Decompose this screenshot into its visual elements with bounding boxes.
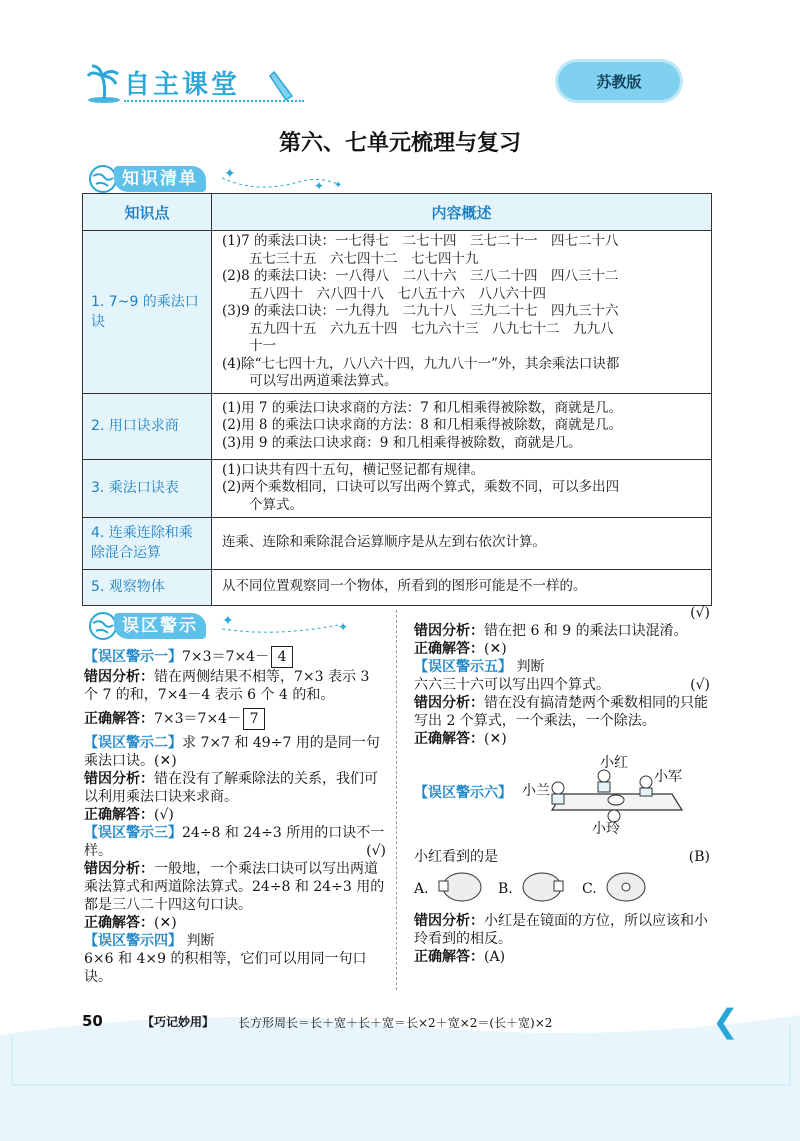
content-line: 个算式。 <box>249 496 303 513</box>
section-banner-warnings <box>88 611 388 641</box>
cause-label: 错因分析： <box>414 623 484 639</box>
warning-question: 小红看到的是 <box>414 849 498 865</box>
table-header: 内容概述 <box>212 194 712 231</box>
cause-text: 错在没有了解乘除法的关系，我们可以利用乘法口诀来求商。 <box>84 771 378 805</box>
content-line: 可以写出两道乘法算式。 <box>249 373 398 389</box>
answer-label: 正确解答： <box>414 949 484 965</box>
piggy-bank-icon <box>602 870 650 904</box>
table-cell-content <box>212 569 712 605</box>
content-line: (2)两个乘数相同，口诀可以写出两个算式，乘数不同，可以多出四 <box>222 479 620 496</box>
cause-text: 一般地，一个乘法口诀可以写出两道乘法算式和两道除法算式。24÷8 和 24÷3 用的都是三八二十四这句口诀。 <box>84 861 385 913</box>
content-line: 五七三十五 六七四十二 七七四十九 <box>249 250 479 267</box>
warning-question-statement: 六六三十六可以写出四个算式。 <box>414 677 610 693</box>
cause-text: 小红是在镜面的方位，所以应该和小玲看到的相反。 <box>414 913 708 947</box>
answer-text: 7×3＝7×4－ <box>154 711 242 727</box>
table-cell-content <box>212 231 712 394</box>
content-line: 从不同位置观察同一个物体，所看到的图形可能是不一样的。 <box>222 578 587 595</box>
content-line: 十一 <box>249 338 276 354</box>
table-header: 知识点 <box>83 194 212 231</box>
table-row <box>83 569 712 605</box>
table-cell-content <box>212 459 712 517</box>
content-line: (1)口诀共有四十五句，横记竖记都有规律。 <box>222 461 485 478</box>
answer-label: 正确解答： <box>414 731 484 747</box>
person-name-xiaojun: 小军 <box>654 769 682 785</box>
column-divider <box>396 610 397 990</box>
content-line: (1)用 7 的乘法口诀求商的方法：7 和几相乘得被除数，商就是几。 <box>222 399 623 416</box>
content-line: 五八四十 六八四十八 七八五十六 八八六十四 <box>249 285 546 302</box>
svg-text:✦: ✦ <box>224 166 236 182</box>
svg-text:✦: ✦ <box>338 620 349 634</box>
chevron-left-icon: ❮ <box>712 1002 739 1040</box>
warning-tag-2: 【误区警示二】 <box>84 735 182 751</box>
judge-mark: (√) <box>690 605 710 621</box>
section-title-warnings: 误区警示 <box>114 613 206 639</box>
table-cell-content <box>212 517 712 569</box>
table-row <box>83 459 712 517</box>
warning-tag-5: 【误区警示五】 <box>414 659 512 675</box>
warning-tag-1: 【误区警示一】 <box>84 649 182 665</box>
content-line: 连乘、连除和乘除混合运算顺序是从左到右依次计算。 <box>222 534 546 551</box>
answer-text: (✕) <box>484 731 507 747</box>
table-cell-point: 2. 用口诀求商 <box>83 393 212 459</box>
warnings-left-column <box>84 646 386 986</box>
answer-text: (A) <box>484 949 506 965</box>
option-label: A. <box>414 881 429 897</box>
warning-tag-3: 【误区警示三】 <box>84 825 182 841</box>
edition-badge: 苏教版 <box>558 62 680 100</box>
warning-question-statement: 6×6 和 4×9 的积相等，它们可以用同一句口诀。 <box>84 951 367 985</box>
person-name-xiaolan: 小兰 <box>522 783 550 799</box>
stars-decoration-icon <box>218 164 348 194</box>
answer-box: 7 <box>243 708 265 730</box>
cause-label: 错因分析： <box>84 771 154 787</box>
person-name-xiaohong: 小红 <box>600 755 628 771</box>
warning-question: 求 7×7 和 49÷7 用的是同一句乘法口诀。(✕) <box>84 735 380 769</box>
warning-tag-6: 【误区警示六】 <box>414 785 512 801</box>
cause-label: 错因分析： <box>84 861 154 877</box>
options-row <box>414 870 710 908</box>
answer-label: 正确解答： <box>414 641 484 657</box>
warning-question: 24÷8 和 24÷3 所用的口诀不一样。 <box>84 825 385 859</box>
content-line: (3)9 的乘法口诀：一九得九 二九十八 三九二十七 四九三十六 <box>222 303 619 319</box>
warning-tag-4: 【误区警示四】 <box>84 933 182 949</box>
warning-question: 判断 <box>186 933 215 949</box>
judge-mark: (√) <box>366 843 386 859</box>
knowledge-table <box>82 193 712 606</box>
table-cell-point: 5. 观察物体 <box>83 569 212 605</box>
table-row <box>83 517 712 569</box>
section-banner-knowledge <box>88 164 348 194</box>
piggy-bank-icon <box>436 870 484 904</box>
footer-formula: 长方形周长＝长＋宽＋长＋宽＝长×2＋宽×2＝(长＋宽)×2 <box>238 1016 553 1030</box>
answer-text: (√) <box>154 807 174 823</box>
content-line: (4)除“七七四十九，八八六十四，九九八十一”外，其余乘法口诀都 <box>222 355 620 372</box>
content-line: (2)用 8 的乘法口诀求商的方法：8 和几相乘得被除数，商就是几。 <box>222 417 623 434</box>
person-name-xiaoling: 小玲 <box>592 821 620 837</box>
cause-text: 错在把 6 和 9 的乘法口诀混淆。 <box>484 623 688 639</box>
answer-text: (✕) <box>154 915 177 931</box>
answer-box: 4 <box>271 646 293 668</box>
table-cell-content <box>212 393 712 459</box>
option-label: B. <box>498 881 513 897</box>
stars-decoration-icon <box>218 611 378 641</box>
table-cell-point: 1. 7~9 的乘法口诀 <box>83 231 212 394</box>
page-title: 第六、七单元梳理与复习 <box>278 131 521 156</box>
piggy-bank-icon <box>518 870 566 904</box>
table-header-row <box>83 194 712 231</box>
answer-label: 正确解答： <box>84 711 154 727</box>
footer-tip-label: 【巧记妙用】 <box>142 1015 215 1029</box>
cause-label: 错因分析： <box>414 913 484 929</box>
content-line: (3)用 9 的乘法口诀求商：9 和几相乘得被除数，商就是几。 <box>222 434 582 451</box>
table-row <box>83 231 712 394</box>
section-title-knowledge: 知识清单 <box>114 166 206 192</box>
cause-text: 错在两侧结果不相等，7×3 表示 3 个 7 的和，7×4－4 表示 6 个 4 的和。 <box>84 669 370 703</box>
warnings-right-column <box>414 604 710 966</box>
cause-text: 错在没有搞清楚两个乘数相同的只能写出 2 个算式，一个乘法，一个除法。 <box>414 695 708 729</box>
header-title: 自主课堂 <box>124 70 241 100</box>
svg-text:✦: ✦ <box>334 180 343 191</box>
cause-label: 错因分析： <box>414 695 484 711</box>
choice-mark: (B) <box>688 849 710 865</box>
cause-label: 错因分析： <box>84 669 154 685</box>
table-cell-point: 3. 乘法口诀表 <box>83 459 212 517</box>
svg-text:✦: ✦ <box>222 613 234 629</box>
table-cell-point: 4. 连乘连除和乘除混合运算 <box>83 517 212 569</box>
judge-mark: (√) <box>690 677 710 693</box>
observation-illustration <box>414 754 710 838</box>
warning-question: 判断 <box>516 659 545 675</box>
header-dotted-line <box>124 100 304 102</box>
svg-text:✦: ✦ <box>314 179 325 193</box>
content-line: 五九四十五 六九五十四 七九六十三 八九七十二 九九八 <box>249 320 614 337</box>
answer-label: 正确解答： <box>84 915 154 931</box>
table-row <box>83 393 712 459</box>
content-line: (2)8 的乘法口诀：一八得八 二八十六 三八二十四 四八三十二 <box>222 268 619 284</box>
answer-text: (✕) <box>484 641 507 657</box>
page-number: 50 <box>82 1012 103 1030</box>
content-line: (1)7 的乘法口诀：一七得七 二七十四 三七二十一 四七二十八 <box>222 233 619 249</box>
answer-label: 正确解答： <box>84 807 154 823</box>
warning-question: 7×3＝7×4－ <box>182 649 270 665</box>
option-label: C. <box>582 881 597 897</box>
